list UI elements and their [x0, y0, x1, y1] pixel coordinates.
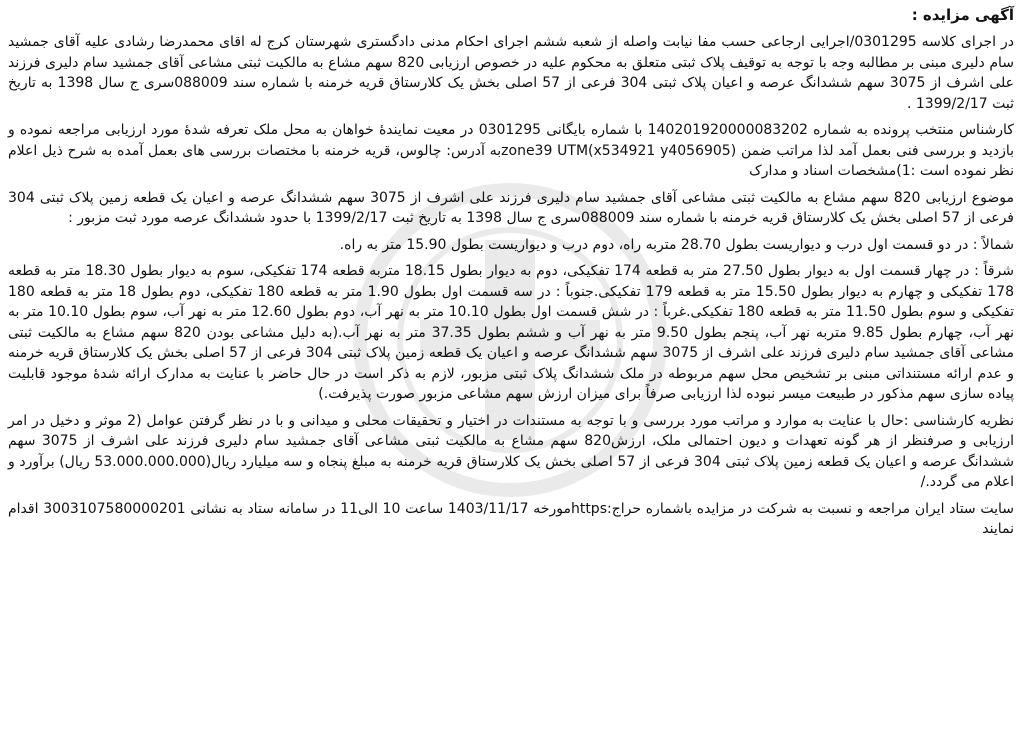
paragraph-north-boundary: شمالاً : در دو قسمت اول درب و دیواریست بطول 28.70 متربه راه، دوم درب و دیواریست بطول 15.90 متر به راه. — [339, 236, 1014, 253]
paragraph-expert-opinion: نظریه کارشناسی :حال با عنایت به موارد و مراتب مورد بررسی و با توجه به مستندات در اختیار و تحقیقات محلی و میدانی و با در نظر گرفتن عوامل (2 موثر و دخیل در امر ارزیابی و صرفنظر از هر گونه تعهدات و دیون احتمالی ملک، ارزش820 سهم مشاع به مالکیت ثبتی مشاعی آقای جمشید سام دلیری فرزند علی اشرف از 3075 سهم ششدانگ عرصه و اعیان یک قطعه زمین پلاک ثبتی 304 فرعی از 57 اصلی بخش یک کلارستاق قریه خرمنه به مبلغ پنجاه و سه میلیارد ریال(53.000.000.000 ریال) برآورد و اعلام می گردد./ — [8, 412, 1015, 490]
paragraph-case-intro: در اجرای کلاسه 0301295/اجرایی ارجاعی حسب مفا نیابت واصله از شعبه ششم اجرای احکام مدنی دادگستری شهرستان کرج له اقای محمدرضا رشادی علیه آقای جمشید سام دلیری مبنی بر مطالبه وجه با توجه به توقیف پلاک ثبتی متعلق به محکوم علیه در خصوص ارزیابی 820 سهم مشاع به مالکیت ثبتی مشاعی آقای جمشید سام دلیری فرزند علی اشرف از 3075 سهم ششدانگ عرصه و اعیان پلاک ثبتی 304 فرعی از 57 اصلی بخش یک کلارستاق قریه خرمنه با شماره سند 088009سری ج سال 1398 به تاریخ ثبت 1399/2/17 . — [8, 34, 1015, 112]
paragraph-auction-info: سایت ستاد ایران مراجعه و نسبت به شرکت در مزایده باشماره حراج:httpsمورخه 1403/11/17 ساعت 10 الی11 در سامانه ستاد به نشانی 3003107580000201 اقدام نمایند — [8, 500, 1014, 537]
notice-title: آگهی مزایده : — [911, 6, 1014, 24]
paragraph-subject: موضوع ارزیابی 820 سهم مشاع به مالکیت ثبتی مشاعی آقای جمشید سام دلیری فرزند علی اشرف از 3075 سهم ششدانگ عرصه و اعیان یک قطعه زمین پلاک ثبتی 304 فرعی از 57 اصلی بخش یک کلارستاق قریه خرمنه با شماره سند 088009سری ج سال 1398 به تاریخ ثبت 1399/2/17 با حدود ششدانگ عرصه مورد ثبت مزبور : — [8, 189, 1014, 226]
paragraph-expert-visit: کارشناس منتخب پرونده به شماره 140201920000083202 با شماره بایگانی 0301295 در معیت نمایندهٔ خواهان به محل ملک تعرفه شدهٔ مورد ارزیابی مراجعه نموده و بازدید و بررسی فنی بعمل آمد لذا مراتب ضمن zone39 UTM(x534921 y4056905)به آدرس: چالوس، قریه خرمنه با مختصات بررسی های بعمل آمده به شرح ذیل اعلام نظر نموده است :1)مشخصات اسناد و مدارک — [8, 122, 1015, 179]
paragraph-boundaries: شرقاً : در چهار قسمت اول به دیوار بطول 27.50 متر به قطعه 174 تفکیکی، دوم به دیوار بطول 18.15 متربه قطعه 174 تفکیکی، سوم به دیوار بطول 18.30 متر به قطعه 178 تفکیکی و چهارم به دیوار بطول 15.50 متر به قطعه 179 تفکیکی.جنوباً : در سه قسمت اول بطول 1.90 متر به قطعه 180 تفکیکی، دوم بطول 18 متر به قطعه 180 تفکیکی و سوم بطول 11.50 متر به قطعه 180 تفکیکی.غرباً : در شش قسمت اول بطول 10.10 متر به نهر آب، دوم بطول 12.60 متر به نهر آب، سوم بطول 10.10 متر به نهر آب، چهارم بطول 9.85 متربه نهر آب، پنجم بطول 9.50 متر به نهر آب و ششم بطول 37.35 متر به نهر آب.(به دلیل مشاعی بودن 820 سهم مشاع به مالکیت ثبتی مشاعی آقای جمشید سام دلیری فرزند علی اشرف از 3075 سهم ششدانگ عرصه و اعیان یک قطعه زمین پلاک ثبتی 304 فرعی از 57 اصلی بخش یک کلارستاق قریه خرمنه و عدم ارائه مستنداتی مبنی بر تشخیص محل سهم مربوطه در ملک ششدانگ پلاک ثبتی مزبور، لازم به ذکر است در حال حاضر با عنایت به مدارک ارائه شدهٔ موجود قابلیت پیاده سازی سهم مذکور در طبیعت میسر نبوده لذا ارزیابی صرفاً برای میزان ارزش سهم مشاعی مزبور صورت پذیرفت.) — [8, 263, 1015, 402]
